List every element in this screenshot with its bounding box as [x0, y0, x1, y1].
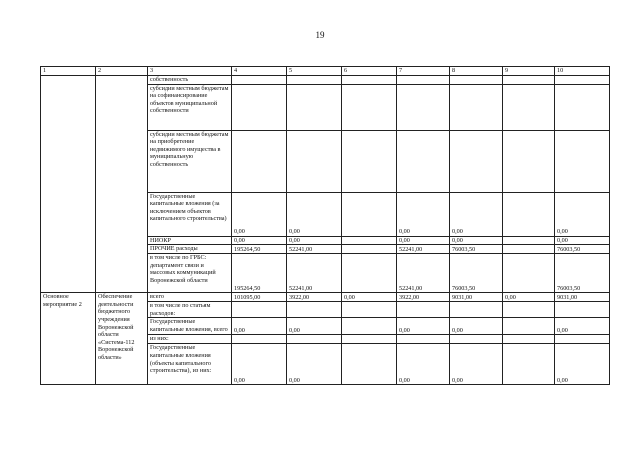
- value-cell: 0,00: [287, 236, 342, 245]
- value-cell: 0,00: [450, 236, 503, 245]
- value-cell: [342, 84, 397, 130]
- value-cell: [450, 335, 503, 344]
- value-cell: [555, 302, 610, 318]
- value-cell: [232, 84, 287, 130]
- value-cell: [342, 192, 397, 236]
- table-row: [41, 75, 610, 84]
- value-cell: 0,00: [397, 192, 450, 236]
- table-header-row: [41, 67, 610, 76]
- header-cell: 8: [450, 67, 503, 76]
- header-cell: 7: [397, 67, 450, 76]
- value-cell: 0,00: [555, 318, 610, 335]
- value-cell: [342, 130, 397, 192]
- value-cell: [287, 302, 342, 318]
- row-description: в том числе по ГРБС: департамент связи и массовых коммуникаций Воронежской области: [148, 254, 232, 293]
- row-description: субсидии местным бюджетам на приобретение недвижимого имущества в муниципальную собственность: [148, 130, 232, 192]
- value-cell: [503, 75, 555, 84]
- value-cell: [232, 130, 287, 192]
- value-cell: [342, 335, 397, 344]
- value-cell: [342, 254, 397, 293]
- value-cell: 76003,50: [555, 245, 610, 254]
- header-cell: 10: [555, 67, 610, 76]
- value-cell: [555, 130, 610, 192]
- value-cell: 0,00: [450, 318, 503, 335]
- row-description: из них:: [148, 335, 232, 344]
- row-description: собственность: [148, 75, 232, 84]
- value-cell: [503, 344, 555, 385]
- value-cell: [287, 84, 342, 130]
- row-description: Государственные капитальные вложения, всего: [148, 318, 232, 335]
- value-cell: 0,00: [397, 236, 450, 245]
- row-description: НИОКР: [148, 236, 232, 245]
- value-cell: [232, 335, 287, 344]
- budget-table: [40, 66, 610, 385]
- value-cell: [503, 192, 555, 236]
- header-cell: 3: [148, 67, 232, 76]
- value-cell: 0,00: [450, 344, 503, 385]
- value-cell: [503, 318, 555, 335]
- table-row: [41, 293, 610, 302]
- activity-description: Обеспечение деятельности бюджетного учреждения Воронежской области «Система-112 Воронежской области»: [96, 293, 148, 385]
- row-description: Государственные капитальные вложения (за исключением объектов капитального строительства): [148, 192, 232, 236]
- value-cell: 76003,50: [450, 254, 503, 293]
- value-cell: [503, 335, 555, 344]
- value-cell: [555, 335, 610, 344]
- value-cell: 0,00: [232, 192, 287, 236]
- value-cell: [555, 75, 610, 84]
- value-cell: 0,00: [397, 344, 450, 385]
- value-cell: [342, 75, 397, 84]
- value-cell: 0,00: [397, 318, 450, 335]
- value-cell: 0,00: [287, 344, 342, 385]
- value-cell: 52241,00: [397, 254, 450, 293]
- value-cell: 0,00: [450, 192, 503, 236]
- value-cell: [450, 84, 503, 130]
- value-cell: [555, 84, 610, 130]
- header-cell: 5: [287, 67, 342, 76]
- value-cell: [397, 84, 450, 130]
- value-cell: 0,00: [287, 318, 342, 335]
- value-cell: 0,00: [342, 293, 397, 302]
- empty-cell: [96, 75, 148, 293]
- value-cell: [397, 75, 450, 84]
- row-description: ПРОЧИЕ расходы: [148, 245, 232, 254]
- header-cell: 2: [96, 67, 148, 76]
- value-cell: [342, 236, 397, 245]
- value-cell: 76003,50: [450, 245, 503, 254]
- value-cell: [342, 318, 397, 335]
- page-number: 19: [315, 30, 325, 40]
- value-cell: 195264,50: [232, 254, 287, 293]
- value-cell: [397, 130, 450, 192]
- header-cell: 4: [232, 67, 287, 76]
- value-cell: 0,00: [232, 344, 287, 385]
- value-cell: [503, 302, 555, 318]
- value-cell: 9031,00: [555, 293, 610, 302]
- empty-cell: [41, 75, 96, 293]
- value-cell: [287, 75, 342, 84]
- value-cell: [397, 302, 450, 318]
- value-cell: [342, 245, 397, 254]
- row-description: всего: [148, 293, 232, 302]
- value-cell: [287, 130, 342, 192]
- value-cell: 0,00: [503, 293, 555, 302]
- value-cell: [503, 245, 555, 254]
- value-cell: 195264,50: [232, 245, 287, 254]
- header-cell: 9: [503, 67, 555, 76]
- row-description: Государственные капитальные вложения (объекты капитального строительства), из них:: [148, 344, 232, 385]
- value-cell: 0,00: [232, 236, 287, 245]
- value-cell: [450, 302, 503, 318]
- value-cell: [450, 130, 503, 192]
- value-cell: [287, 335, 342, 344]
- value-cell: [232, 75, 287, 84]
- value-cell: [232, 302, 287, 318]
- value-cell: 101095,00: [232, 293, 287, 302]
- row-description: в том числе по статьям расходов:: [148, 302, 232, 318]
- value-cell: 76003,50: [555, 254, 610, 293]
- activity-name: Основное мероприятие 2: [41, 293, 96, 385]
- value-cell: 3922,00: [287, 293, 342, 302]
- value-cell: [342, 344, 397, 385]
- value-cell: 52241,00: [287, 254, 342, 293]
- value-cell: 9031,00: [450, 293, 503, 302]
- value-cell: [397, 335, 450, 344]
- value-cell: 0,00: [555, 344, 610, 385]
- value-cell: 0,00: [555, 236, 610, 245]
- value-cell: 0,00: [287, 192, 342, 236]
- row-description: субсидии местным бюджетам на софинансирование объектов муниципальной собственности: [148, 84, 232, 130]
- header-cell: 1: [41, 67, 96, 76]
- value-cell: [342, 302, 397, 318]
- value-cell: [503, 254, 555, 293]
- value-cell: 3922,00: [397, 293, 450, 302]
- value-cell: [450, 75, 503, 84]
- value-cell: 52241,00: [287, 245, 342, 254]
- header-cell: 6: [342, 67, 397, 76]
- value-cell: [503, 236, 555, 245]
- value-cell: 52241,00: [397, 245, 450, 254]
- value-cell: [503, 84, 555, 130]
- value-cell: 0,00: [232, 318, 287, 335]
- value-cell: 0,00: [555, 192, 610, 236]
- value-cell: [503, 130, 555, 192]
